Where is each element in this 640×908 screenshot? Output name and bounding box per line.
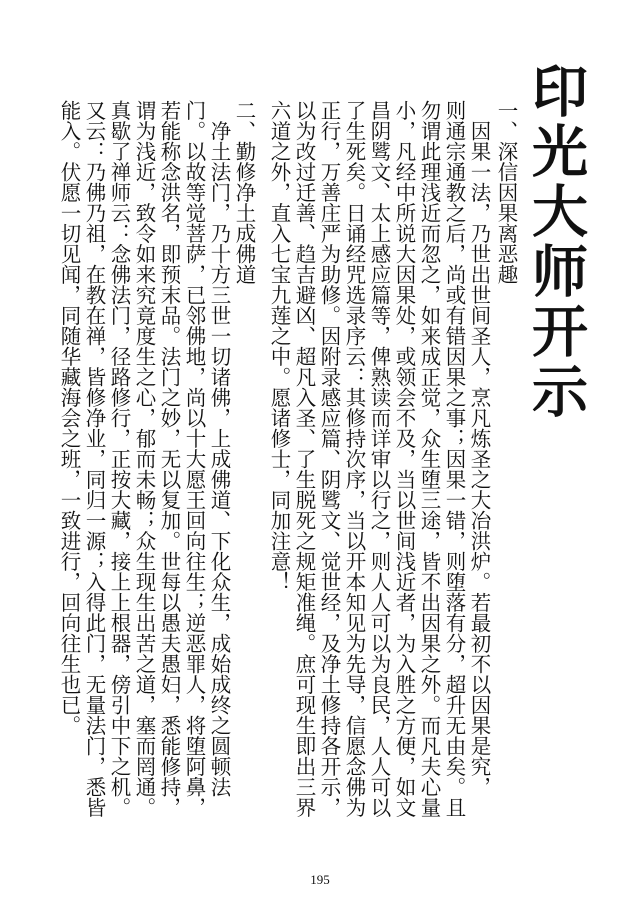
text-column: 则通宗通教之后，尚或有错因果之事；因果一错，则堕落有分，超升无由矣。且 — [442, 100, 466, 818]
text-column: 能入。伏愿一切见闻，同随华藏海会之班，一致进行，回向往生也已。 — [57, 100, 81, 736]
section-heading-1: 一、深信因果离恶趣 — [494, 100, 518, 285]
text-column: 因果一法，乃世出世间圣人，烹凡炼圣之大冶洪炉。若最初不以因果是究， — [467, 100, 491, 797]
text-column: 六道之外，直入七宝九莲之中。愿诸修士，同加注意！ — [267, 100, 291, 592]
page-number: 195 — [310, 872, 330, 887]
text-column: 昌阴骘文、太上感应篇等，俾熟读而详审以行之，则人人可以为良民，人人可以 — [367, 100, 391, 818]
text-column: 小，凡经中所说大因果处，或领会不及，当以世间浅近者，为入胜之方便，如文 — [392, 100, 416, 818]
text-column: 正行，万善庄严为助修。因附录感应篇、阴骘文、觉世经，及净土修持各开示， — [317, 100, 341, 818]
text-column: 门。以故等觉菩萨，已邻佛地，尚以十大愿王回向往生；逆恶罪人，将堕阿鼻， — [182, 100, 206, 818]
text-column: 又云：乃佛乃祖，在教在禅，皆修净业，同归一源；入得此门，无量法门，悉皆 — [82, 100, 106, 818]
section-heading-2: 二、勤修净土成佛道 — [232, 100, 256, 285]
text-column: 谓为浅近，致令如来究竟度生之心，郁而未畅；众生现生出苦之道，塞而罔通。 — [132, 100, 156, 818]
page-title: 印光大师开示 — [523, 62, 588, 422]
text-column: 净土法门，乃十方三世一切诸佛，上成佛道、下化众生，成始成终之圆顿法 — [207, 100, 231, 797]
text-column: 了生死矣。日诵经咒选录序云：其修持次序，当以开本知见为先导，信愿念佛为 — [342, 100, 366, 818]
text-column: 以为改过迁善、趋吉避凶、超凡入圣、了生脱死之规矩准绳。庶可现生即出三界 — [292, 100, 316, 818]
text-column: 真歇了禅师云：念佛法门，径路修行，正按大藏，接上上根器，傍引中下之机。 — [107, 100, 131, 818]
text-column: 若能称念洪名，即预末品。法门之妙，无以复加。世每以愚夫愚妇，悉能修持， — [157, 100, 181, 818]
text-column: 勿谓此理浅近而忽之，如来成正觉，众生堕三途，皆不出因果之外。而凡夫心量 — [417, 100, 441, 818]
